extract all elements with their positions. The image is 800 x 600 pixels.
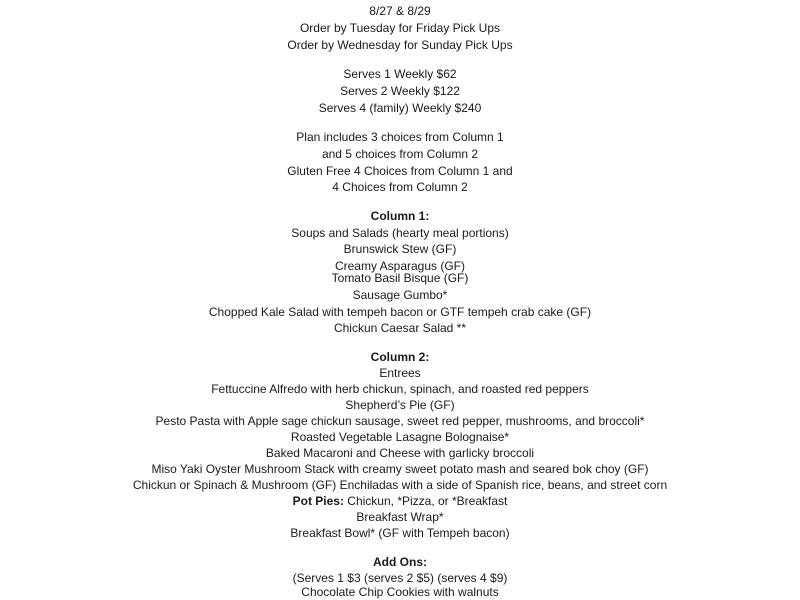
column-2-item: Fettuccine Alfredo with herb chickun, spinach, and roasted red peppers — [211, 382, 589, 396]
price-serves-1: Serves 1 Weekly $62 — [343, 67, 457, 81]
column-2-item: Miso Yaki Oyster Mushroom Stack with creamy sweet potato mash and seared bok choy (GF) — [151, 462, 649, 476]
pot-pies-line — [0, 493, 800, 509]
plan-line: and 5 choices from Column 2 — [321, 147, 479, 161]
column-1-item: Sausage Gumbo* — [352, 288, 448, 302]
pot-pies-options: Chickun, *Pizza, or *Breakfast — [343, 494, 508, 508]
addons-item: Chocolate Chip Cookies with walnuts — [301, 585, 499, 599]
order-deadline-friday: Order by Tuesday for Friday Pick Ups — [299, 21, 501, 35]
column-1-heading: Column 1: — [370, 209, 430, 223]
column-2-item: Entrees — [379, 366, 421, 380]
column-2-item: Roasted Vegetable Lasagne Bolognaise* — [290, 430, 510, 444]
column-1-item: Chickun Caesar Salad ** — [333, 321, 467, 335]
column-1-item: Soups and Salads (hearty meal portions) — [291, 226, 509, 240]
addons-item: (Serves 1 $3 (serves 2 $5) (serves 4 $9) — [292, 571, 508, 585]
column-1-item: Chopped Kale Salad with tempeh bacon or GTF tempeh crab cake (GF) — [208, 305, 592, 319]
column-2-item: Pesto Pasta with Apple sage chickun sausage, sweet red pepper, mushrooms, and broccoli* — [155, 414, 645, 428]
column-2-item: Breakfast Bowl* (GF with Tempeh bacon) — [290, 526, 510, 540]
pot-pies-label: Pot Pies: — [292, 494, 344, 508]
column-1-item: Creamy Asparagus (GF) — [334, 259, 466, 273]
column-1-item: Tomato Basil Bisque (GF) — [331, 271, 469, 285]
order-deadline-sunday: Order by Wednesday for Sunday Pick Ups — [287, 38, 513, 52]
plan-line: Gluten Free 4 Choices from Column 1 and — [287, 164, 513, 178]
menu-dates: 8/27 & 8/29 — [369, 4, 431, 18]
column-2-item: Shepherd’s Pie (GF) — [345, 398, 455, 412]
plan-line: Plan includes 3 choices from Column 1 — [296, 130, 504, 144]
addons-heading: Add Ons: — [373, 555, 427, 569]
column-2-item: Breakfast Wrap* — [356, 510, 444, 524]
price-serves-2: Serves 2 Weekly $122 — [340, 84, 460, 98]
plan-line: 4 Choices from Column 2 — [332, 180, 468, 194]
column-2-item: Chickun or Spinach & Mushroom (GF) Enchiladas with a side of Spanish rice, beans, and street corn — [132, 478, 668, 492]
column-1-item: Brunswick Stew (GF) — [343, 242, 457, 256]
column-2-heading: Column 2: — [370, 350, 430, 364]
price-serves-4: Serves 4 (family) Weekly $240 — [318, 101, 482, 115]
column-2-item: Baked Macaroni and Cheese with garlicky broccoli — [265, 446, 535, 460]
